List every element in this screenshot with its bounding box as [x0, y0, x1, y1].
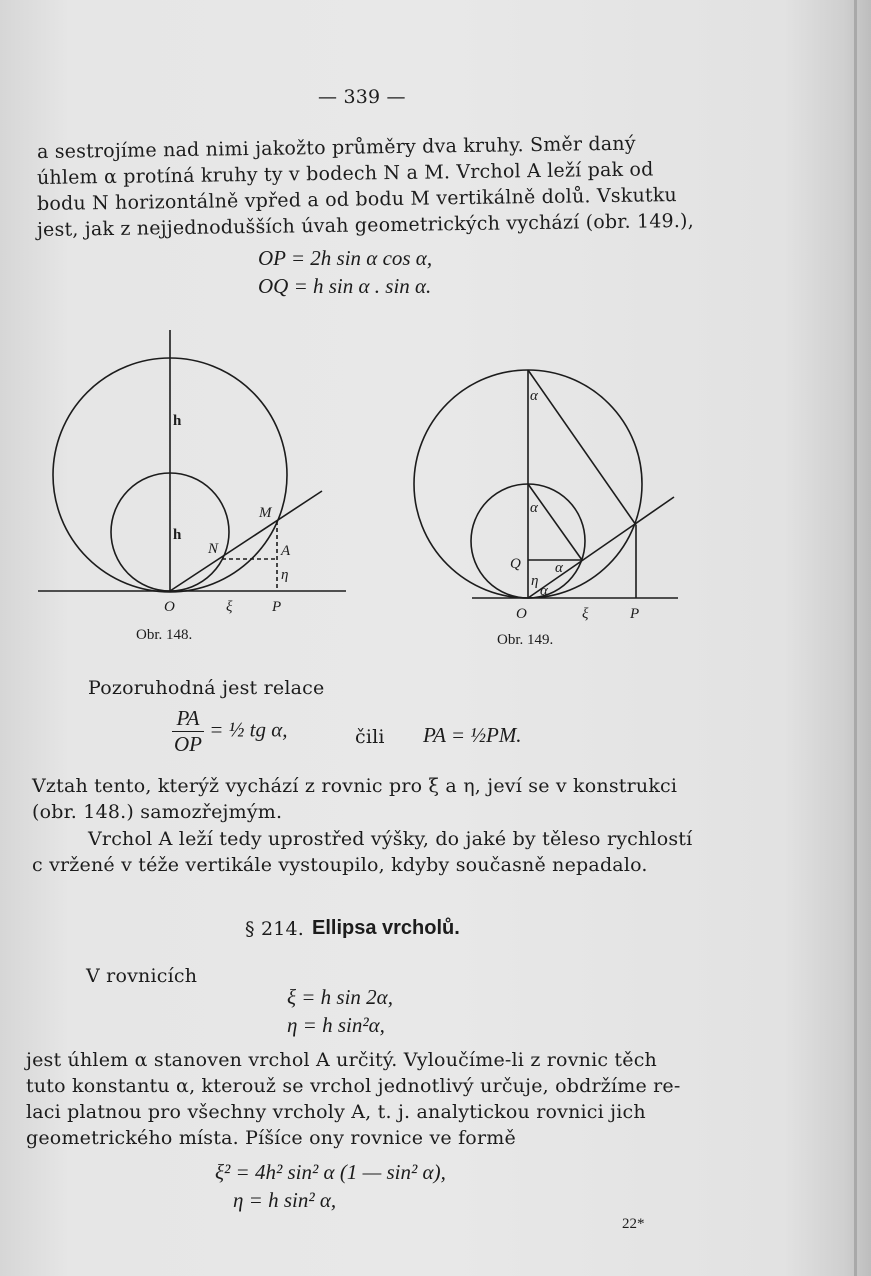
text-line: geometrického místa. Píšíce ony rovnice ve formě: [26, 1127, 516, 1149]
label-p: P: [272, 599, 282, 615]
section-title: Ellipsa vrcholů.: [312, 917, 460, 939]
label-p: P: [630, 606, 640, 622]
text-line: bodu N horizontálně vpřed a od bodu M vertikálně dolů. Vskutku: [36, 184, 678, 215]
direction-line: [528, 497, 674, 598]
page-number: — 339 —: [318, 86, 406, 108]
direction-line: [170, 491, 322, 591]
text-line: a sestrojíme nad nimi jakožto průměry dva kruhy. Směr daný: [36, 132, 636, 163]
text-line: (obr. 148.) samozřejmým.: [32, 801, 283, 823]
fraction-denominator: OP: [174, 732, 202, 756]
relation-cili: čili: [355, 726, 385, 748]
text-line: Vrchol A leží tedy uprostřed výšky, do jaké by těleso rychlostí: [88, 828, 693, 850]
figure-148: [30, 325, 360, 620]
text-line: jest, jak z nejjednodušších úvah geometrických vychází (obr. 149.),: [36, 209, 695, 241]
text-line: úhlem α protíná kruhy ty v bodech N a M. Vrchol A leží pak od: [36, 158, 654, 189]
page-edge: [854, 0, 857, 1276]
text-line: jest úhlem α stanoven vrchol A určitý. Vyloučíme-li z rovnic těch: [26, 1049, 657, 1071]
label-alpha-small: α: [540, 583, 548, 599]
equation-oq: OQ = h sin α . sin α.: [258, 274, 432, 298]
text-line: tuto konstantu α, kterouž se vrchol jednotlivý určuje, obdržíme re-: [26, 1075, 681, 1097]
fraction: [172, 706, 204, 757]
text-line: V rovnicích: [86, 965, 198, 987]
fraction-numerator: PA: [172, 706, 204, 732]
label-h-inner: h: [173, 527, 182, 543]
label-eta: η: [281, 567, 289, 583]
equation-eta-2: η = h sin² α,: [233, 1188, 337, 1212]
equation-xi-squared: ξ² = 4h² sin² α (1 — sin² α),: [215, 1160, 446, 1184]
label-m: M: [259, 505, 272, 521]
text-line: Vztah tento, kterýž vychází z rovnic pro ξ a η, jeví se v konstrukci: [32, 775, 678, 797]
relation-equation: [172, 706, 288, 757]
label-q: Q: [510, 556, 521, 572]
relation-rhs: = ½ tg α,: [209, 717, 288, 742]
equation-op: OP = 2h sin α cos α,: [258, 246, 433, 270]
chord-small: [528, 484, 582, 560]
figure-148-caption: Obr. 148.: [136, 627, 193, 643]
chord-large: [528, 370, 636, 525]
label-n: N: [208, 541, 219, 557]
label-a: A: [281, 543, 291, 559]
signature-mark: 22*: [622, 1216, 645, 1232]
relation-second: PA = ½PM.: [423, 723, 522, 747]
label-xi: ξ: [582, 606, 589, 622]
label-o: O: [164, 599, 175, 615]
label-alpha-low: α: [555, 560, 563, 576]
label-eta: η: [531, 573, 539, 589]
text-line: c vržené v téže vertikále vystoupilo, kdyby současně nepadalo.: [32, 854, 648, 876]
section-number: § 214.: [245, 918, 305, 940]
text-line: laci platnou pro všechny vrcholy A, t. j. analytickou rovnici jich: [26, 1101, 646, 1123]
figure-149: [400, 360, 690, 625]
equation-xi: ξ = h sin 2α,: [287, 985, 393, 1009]
label-alpha-mid: α: [530, 500, 538, 516]
relation-intro: Pozoruhodná jest relace: [88, 677, 325, 699]
label-xi: ξ: [226, 599, 233, 615]
equation-eta: η = h sin²α,: [287, 1013, 385, 1037]
label-alpha-top: α: [530, 388, 538, 404]
label-h-top: h: [173, 413, 182, 429]
label-o: O: [516, 606, 527, 622]
figure-149-caption: Obr. 149.: [497, 632, 554, 648]
